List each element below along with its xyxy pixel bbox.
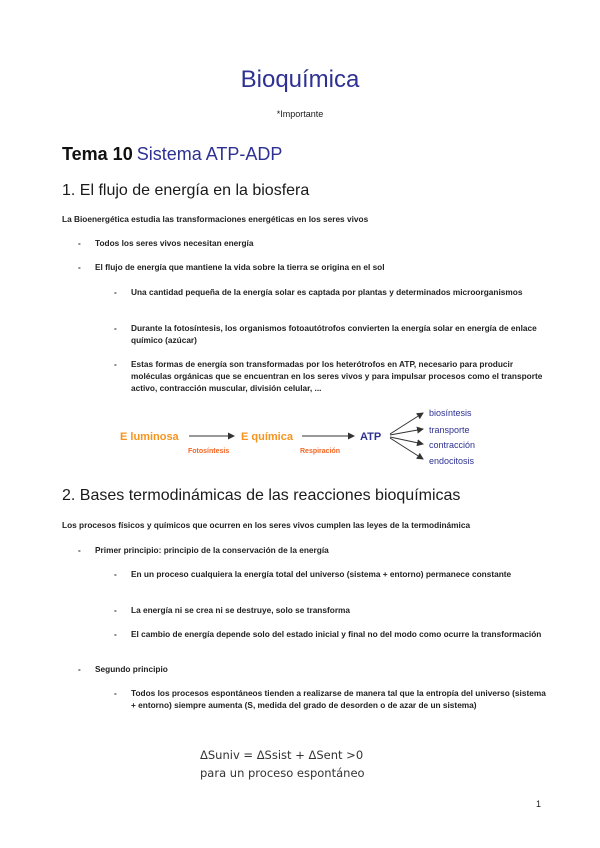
tema-title: Sistema ATP-ADP [136, 144, 283, 164]
node-luminosa: E luminosa [120, 431, 179, 443]
tema-number: Tema 10 [62, 144, 133, 164]
page-title: Bioquímica [240, 66, 360, 93]
section1-heading: 1. El flujo de energía en la biosfera [62, 182, 310, 199]
node-quimica: E química [241, 431, 293, 443]
output-transporte: transporte [429, 425, 470, 435]
label-fotosintesis: Fotosíntesis [188, 448, 230, 455]
arrow-icon [390, 413, 423, 434]
formula-caption: para un proceso espontáneo [200, 766, 365, 780]
section1-intro: La Bioenergética estudia las transformaciones energéticas en los seres vivos [62, 214, 369, 224]
arrow-icon [390, 438, 423, 459]
section2-heading: 2. Bases termodinámicas de las reacciones bioquímicas [62, 487, 461, 504]
page-subtitle: *Importante [276, 109, 324, 119]
label-respiracion: Respiración [300, 448, 341, 455]
formula-line: ΔSuniv = ΔSsist + ΔSent >0 [200, 748, 364, 762]
tema-heading [62, 144, 282, 165]
arrow-icon [390, 437, 423, 444]
section2-intro: Los procesos físicos y químicos que ocurren en los seres vivos cumplen las leyes de la termodinámica [62, 520, 471, 530]
output-biosintesis: biosíntesis [429, 408, 472, 418]
output-endocitosis: endocitosis [429, 456, 475, 466]
arrow-icon [390, 429, 423, 435]
energy-flow-diagram [110, 402, 500, 468]
output-contraccion: contracción [429, 440, 476, 450]
node-atp: ATP [360, 431, 382, 443]
page-number: 1 [536, 799, 542, 809]
entropy-formula [200, 746, 365, 782]
